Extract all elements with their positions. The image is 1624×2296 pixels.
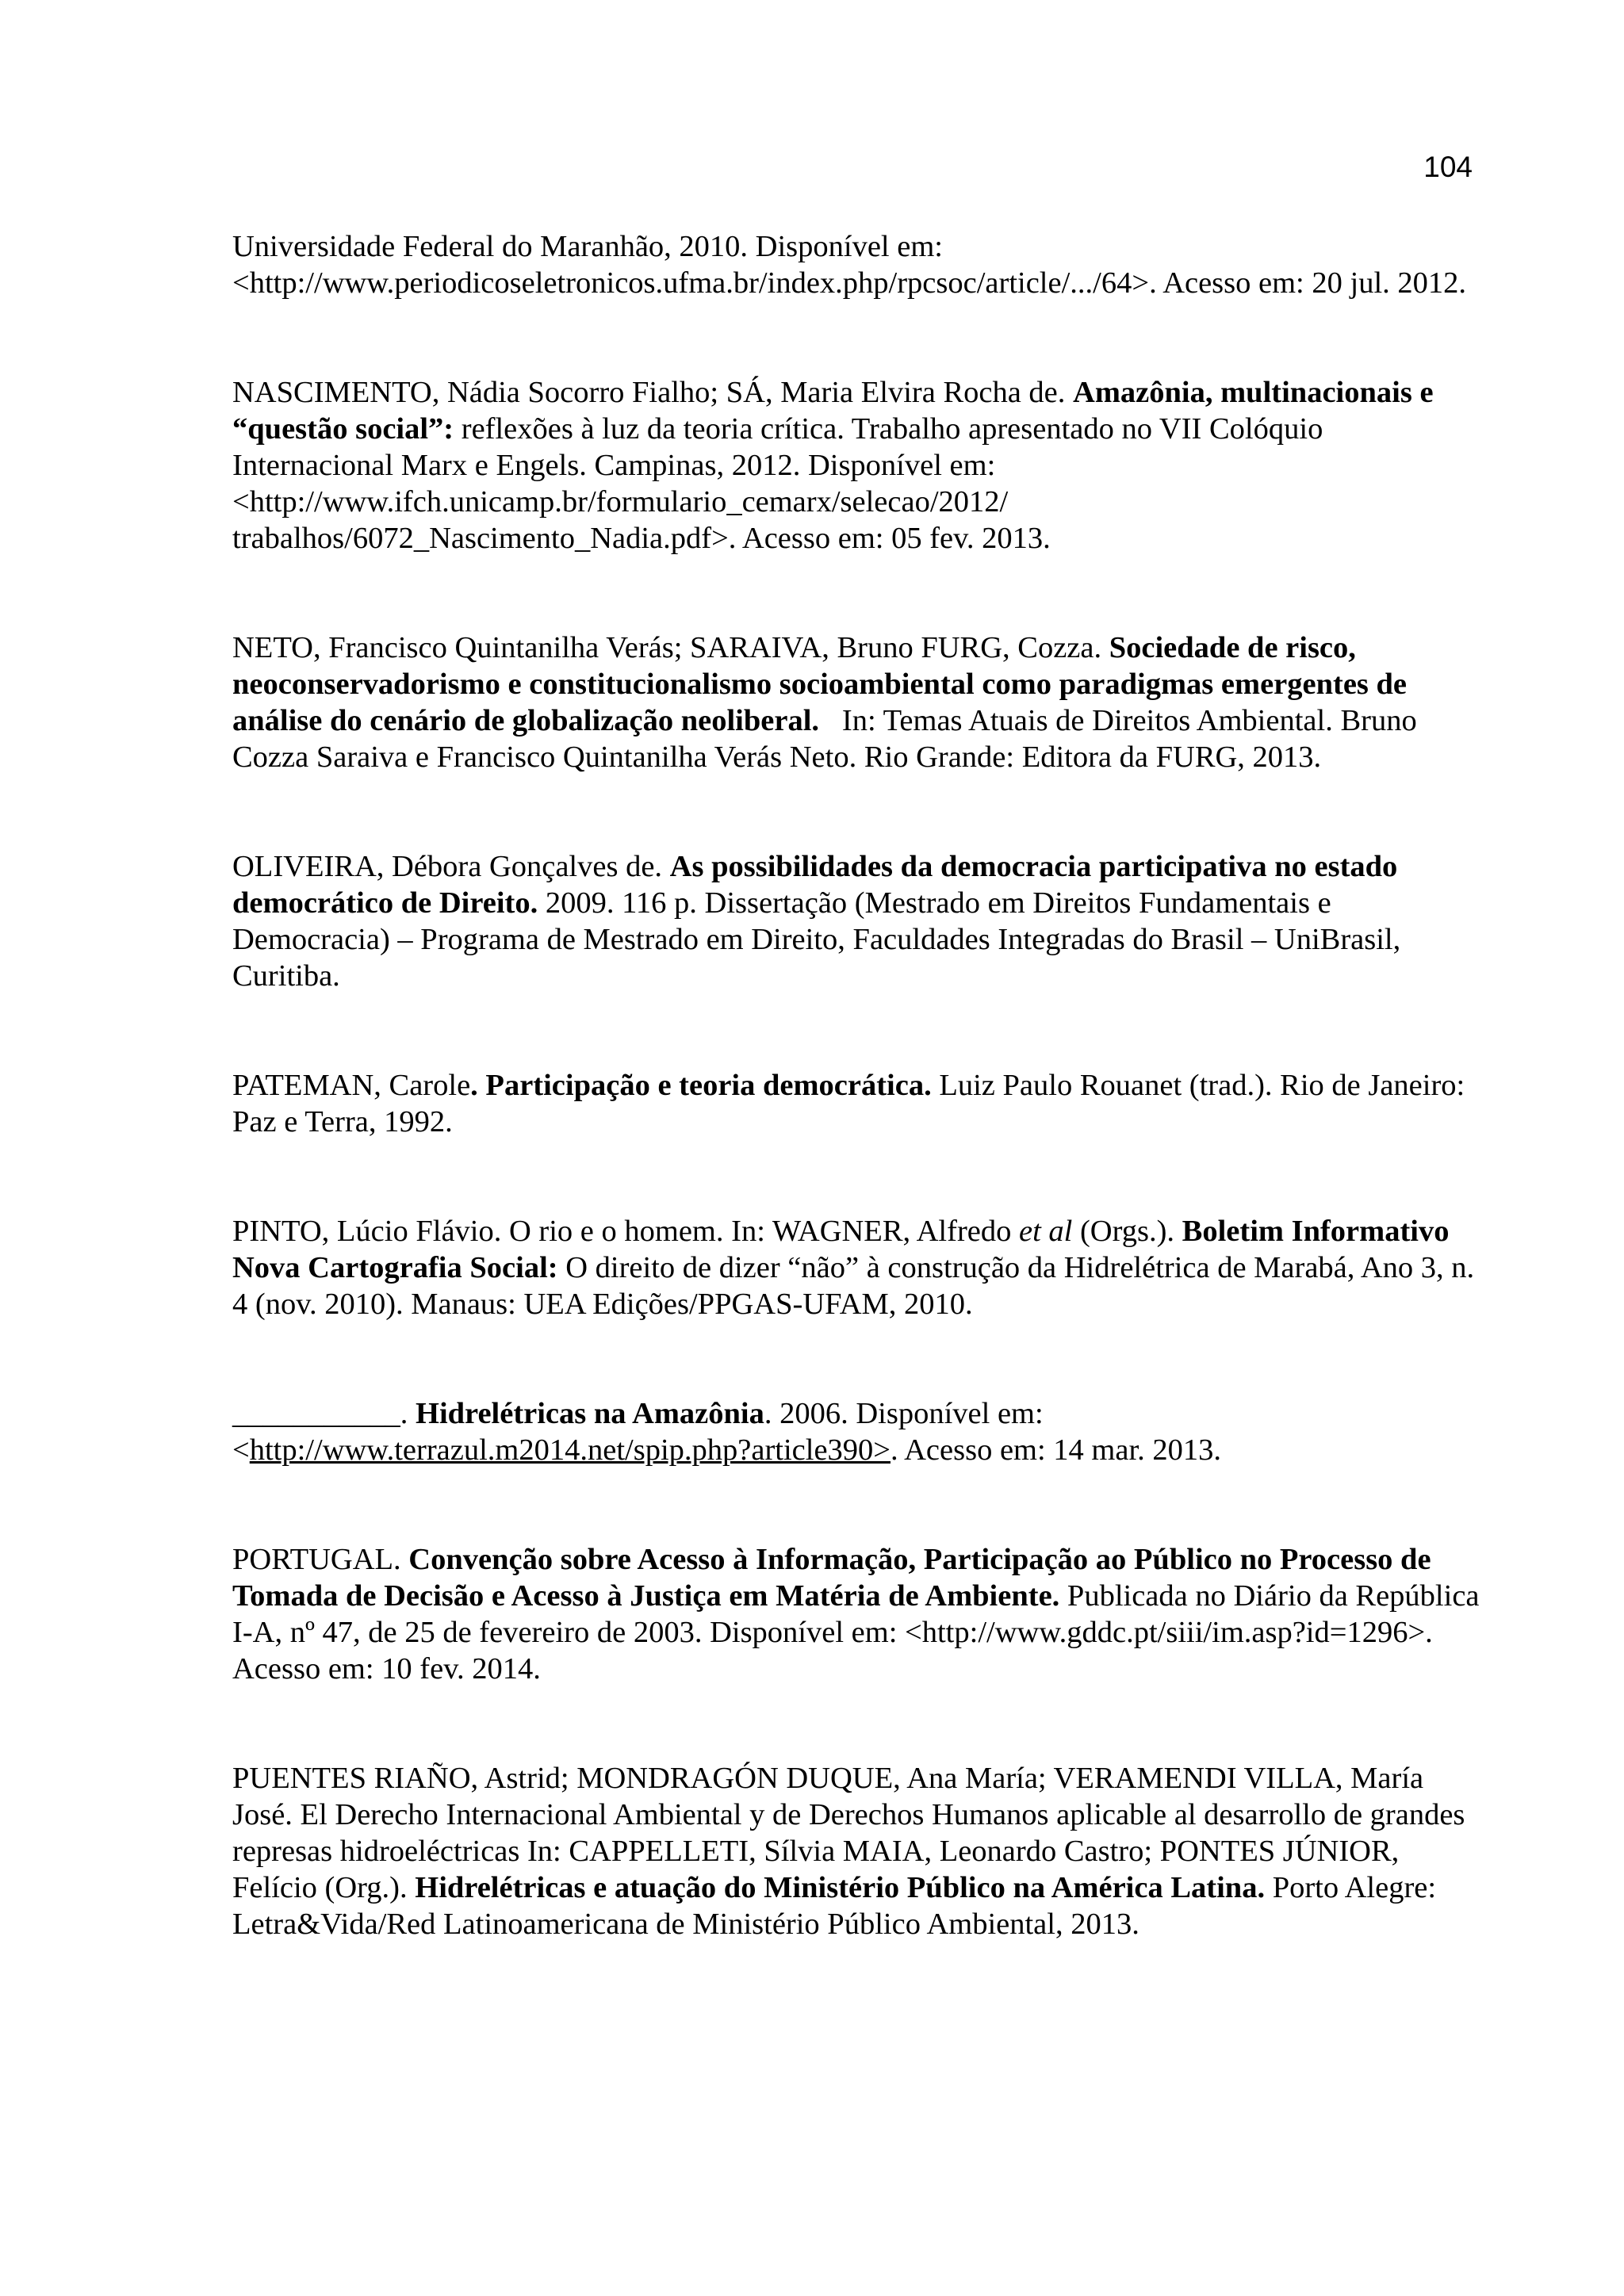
reference-text: PATEMAN, Carole bbox=[232, 1069, 471, 1102]
reference-text: ___________. bbox=[232, 1397, 416, 1430]
reference-link[interactable]: http://www.terrazul.m2014.net/spip.php?article390> bbox=[249, 1433, 891, 1467]
reference-entry bbox=[232, 1541, 1485, 1687]
reference-title: Convenção sobre Acesso à Informação, Participação ao Público no Processo de Tomada de Decisão e Acesso à Justiça em Matéria de Ambiente. bbox=[232, 1543, 1431, 1613]
reference-text: Universidade Federal do Maranhão, 2010. Disponível em: <http://www.periodicoseletronicos.ufma.br/index.php/rpcsoc/article/.../64>. Acesso em: 20 jul. 2012. bbox=[232, 230, 1467, 300]
reference-italic: et al bbox=[1018, 1215, 1073, 1248]
reference-title: Boletim Informativo Nova Cartografia Social: bbox=[232, 1215, 1450, 1284]
reference-text: . 2006. Disponível em: < bbox=[232, 1397, 1044, 1467]
reference-entry bbox=[232, 1760, 1485, 1942]
reference-text: PUENTES RIAÑO, Astrid; MONDRAGÓN DUQUE, Ana María; VERAMENDI VILLA, María José. El Derecho Internacional Ambiental y de Derechos Humanos aplicable al desarrollo de grandes represas hidroeléctricas In: CAPPELLETI, Sílvia MAIA, Leonardo Castro; PONTES JÚNIOR, Felício (Org.). bbox=[232, 1762, 1465, 1904]
reference-entry bbox=[232, 1213, 1485, 1322]
reference-text: NASCIMENTO, Nádia Socorro Fialho; SÁ, Maria Elvira Rocha de. bbox=[232, 376, 1074, 409]
reference-entry bbox=[232, 1067, 1485, 1140]
reference-title: As possibilidades da democracia participativa no estado democrático de Direito. bbox=[232, 850, 1398, 920]
reference-title: . Participação e teoria democrática. bbox=[470, 1069, 932, 1102]
reference-text: (Orgs.). bbox=[1072, 1215, 1182, 1248]
reference-title: Amazônia, multinacionais e “questão social”: bbox=[232, 376, 1434, 446]
reference-text: PORTUGAL. bbox=[232, 1543, 409, 1576]
reference-text: . Acesso em: 14 mar. 2013. bbox=[891, 1433, 1222, 1467]
reference-text: reflexões à luz da teoria crítica. Trabalho apresentado no VII Colóquio Internacional Marx e Engels. Campinas, 2012. Disponível em: <http://www.ifch.unicamp.br/formulario_cemarx/selecao/2012/ trabalhos/6072_Nascimento_Nadia.pdf>. Acesso em: 05 fev. 2013. bbox=[232, 412, 1323, 555]
reference-entry bbox=[232, 228, 1485, 301]
reference-text: 2009. 116 p. Dissertação (Mestrado em Direitos Fundamentais e Democracia) – Programa de Mestrado em Direito, Faculdades Integradas do Brasil – UniBrasil, Curitiba. bbox=[232, 886, 1401, 993]
reference-text: PINTO, Lúcio Flávio. O rio e o homem. In: WAGNER, Alfredo bbox=[232, 1215, 1019, 1248]
reference-text: NETO, Francisco Quintanilha Verás; SARAIVA, Bruno FURG, Cozza. bbox=[232, 631, 1109, 664]
reference-list bbox=[232, 228, 1485, 2015]
reference-text: OLIVEIRA, Débora Gonçalves de. bbox=[232, 850, 670, 883]
reference-title: Hidrelétricas na Amazônia bbox=[416, 1397, 764, 1430]
reference-entry bbox=[232, 1395, 1485, 1468]
reference-entry bbox=[232, 848, 1485, 994]
reference-text: In: Temas Atuais de Direitos Ambiental. Bruno Cozza Saraiva e Francisco Quintanilha Verás Neto. Rio Grande: Editora da FURG, 2013. bbox=[232, 704, 1425, 774]
reference-title: Sociedade de risco, neoconservadorismo e constitucionalismo socioambiental como paradigmas emergentes de análise do cenário de globalização neoliberal. bbox=[232, 631, 1415, 737]
reference-text: Luiz Paulo Rouanet (trad.). Rio de Janeiro: Paz e Terra, 1992. bbox=[232, 1069, 1465, 1138]
reference-text: Publicada no Diário da República I-A, nº 47, de 25 de fevereiro de 2003. Disponível em: <http://www.gddc.pt/siii/im.asp?id=1296>. Acesso em: 10 fev. 2014. bbox=[232, 1579, 1480, 1686]
reference-text: Porto Alegre: Letra&Vida/Red Latinoamericana de Ministério Público Ambiental, 2013. bbox=[232, 1871, 1437, 1941]
reference-text: O direito de dizer “não” à construção da Hidrelétrica de Marabá, Ano 3, n. 4 (nov. 2010). Manaus: UEA Edições/PPGAS-UFAM, 2010. bbox=[232, 1251, 1475, 1321]
reference-entry bbox=[232, 629, 1485, 775]
reference-title: Hidrelétricas e atuação do Ministério Público na América Latina. bbox=[415, 1871, 1266, 1904]
page-number: 104 bbox=[1423, 151, 1473, 183]
reference-entry bbox=[232, 374, 1485, 557]
